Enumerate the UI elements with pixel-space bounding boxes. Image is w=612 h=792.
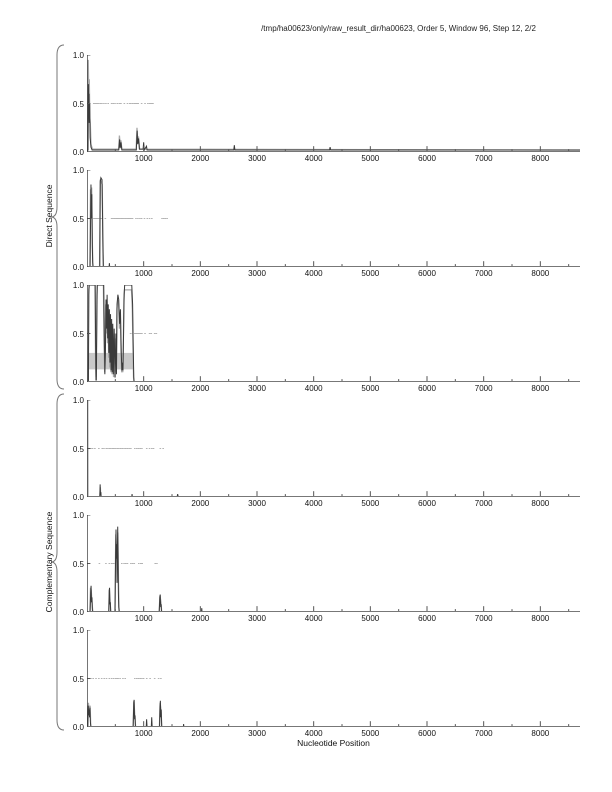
x-tick-label: 5000 bbox=[361, 384, 380, 393]
x-tick-label: 4000 bbox=[304, 499, 323, 508]
plot-canvas-complementary-panel-3 bbox=[87, 630, 580, 727]
y-tick-label: 0.5 bbox=[72, 329, 84, 339]
plot-canvas-direct-panel-2 bbox=[87, 170, 580, 267]
trace-smoothed bbox=[87, 60, 580, 152]
x-tick-label: 6000 bbox=[418, 154, 436, 163]
plot-canvas-complementary-panel-1 bbox=[87, 400, 580, 497]
x-tick-label: 6000 bbox=[418, 269, 436, 278]
x-tick-label: 3000 bbox=[248, 269, 266, 278]
y-tick-label: 0.5 bbox=[72, 674, 84, 684]
trace-smoothed bbox=[88, 285, 580, 382]
x-tick-label: 2000 bbox=[191, 499, 210, 508]
trace-smoothed bbox=[87, 400, 580, 497]
y-tick-label: 0.5 bbox=[72, 99, 84, 109]
panel-direct-panel-2 bbox=[87, 170, 580, 267]
x-tick-label: 7000 bbox=[474, 729, 493, 738]
panel-direct-panel-3 bbox=[87, 285, 580, 382]
x-tick-label: 8000 bbox=[531, 269, 550, 278]
y-tick-label: 0.0 bbox=[72, 263, 84, 272]
panel-direct-panel-1 bbox=[87, 55, 580, 152]
x-tick-label: 6000 bbox=[418, 729, 436, 738]
x-tick-label: 4000 bbox=[304, 384, 323, 393]
x-tick-label: 5000 bbox=[361, 729, 380, 738]
x-tick-label: 1000 bbox=[134, 729, 153, 738]
x-tick-label: 6000 bbox=[418, 499, 436, 508]
y-tick-label: 0.0 bbox=[72, 378, 84, 387]
panel-complementary-panel-2 bbox=[87, 515, 580, 612]
x-tick-label: 8000 bbox=[531, 729, 550, 738]
y-tick-label: 0.5 bbox=[72, 559, 84, 569]
x-tick-label: 7000 bbox=[474, 154, 493, 163]
x-tick-label: 2000 bbox=[191, 614, 210, 623]
x-tick-label: 5000 bbox=[361, 154, 380, 163]
y-tick-label: 1.0 bbox=[72, 511, 84, 520]
x-tick-label: 2000 bbox=[191, 384, 210, 393]
plot-canvas-direct-panel-3 bbox=[87, 285, 580, 382]
trace-smoothed bbox=[90, 180, 580, 267]
x-tick-label: 8000 bbox=[531, 499, 550, 508]
y-tick-label: 0.0 bbox=[72, 493, 84, 502]
x-tick-label: 7000 bbox=[474, 614, 493, 623]
x-tick-label: 5000 bbox=[361, 499, 380, 508]
x-tick-label: 2000 bbox=[191, 729, 210, 738]
x-tick-label: 1000 bbox=[134, 384, 153, 393]
trace-score bbox=[90, 178, 580, 267]
x-tick-label: 7000 bbox=[474, 384, 493, 393]
y-tick-label: 1.0 bbox=[72, 166, 84, 175]
x-tick-label: 1000 bbox=[134, 269, 153, 278]
x-tick-label: 8000 bbox=[531, 384, 550, 393]
x-tick-label: 5000 bbox=[361, 269, 380, 278]
trace-score bbox=[87, 84, 580, 152]
x-tick-label: 6000 bbox=[418, 384, 436, 393]
y-tick-label: 0.5 bbox=[72, 444, 84, 454]
x-tick-label: 3000 bbox=[248, 614, 266, 623]
x-tick-label: 3000 bbox=[248, 154, 266, 163]
y-tick-label: 0.0 bbox=[72, 148, 84, 157]
y-tick-label: 1.0 bbox=[72, 281, 84, 290]
x-tick-label: 1000 bbox=[134, 154, 153, 163]
x-tick-label: 4000 bbox=[304, 154, 323, 163]
y-tick-label: 1.0 bbox=[72, 626, 84, 635]
x-tick-label: 5000 bbox=[361, 614, 380, 623]
panel-complementary-panel-1 bbox=[87, 400, 580, 497]
y-tick-label: 0.0 bbox=[72, 608, 84, 617]
x-tick-label: 8000 bbox=[531, 614, 550, 623]
x-tick-label: 6000 bbox=[418, 614, 436, 623]
x-axis-title: Nucleotide Position bbox=[297, 738, 370, 748]
x-tick-label: 7000 bbox=[474, 269, 493, 278]
x-tick-label: 3000 bbox=[248, 499, 266, 508]
x-tick-label: 4000 bbox=[304, 614, 323, 623]
x-tick-label: 3000 bbox=[248, 384, 266, 393]
x-tick-label: 1000 bbox=[134, 614, 153, 623]
y-tick-label: 1.0 bbox=[72, 396, 84, 405]
x-tick-label: 4000 bbox=[304, 269, 323, 278]
x-tick-label: 2000 bbox=[191, 154, 210, 163]
y-tick-label: 0.5 bbox=[72, 214, 84, 224]
trace-smoothed bbox=[90, 532, 580, 612]
page-title: /tmp/ha00623/only/raw_result_dir/ha00623, Order 5, Window 96, Step 12, 2/2 bbox=[261, 24, 536, 33]
x-tick-label: 1000 bbox=[134, 499, 153, 508]
plot-canvas-direct-panel-1 bbox=[87, 55, 580, 152]
x-tick-label: 4000 bbox=[304, 729, 323, 738]
trace-score bbox=[88, 285, 580, 382]
panel-complementary-panel-3 bbox=[87, 630, 580, 727]
trace-score bbox=[88, 700, 580, 727]
group-label-direct-sequence: Direct Sequence bbox=[44, 184, 54, 248]
x-tick-label: 2000 bbox=[191, 269, 210, 278]
trace-score bbox=[90, 527, 580, 612]
y-tick-label: 1.0 bbox=[72, 51, 84, 60]
x-tick-label: 7000 bbox=[474, 499, 493, 508]
y-tick-label: 0.0 bbox=[72, 723, 84, 732]
x-tick-label: 8000 bbox=[531, 154, 550, 163]
x-tick-label: 3000 bbox=[248, 729, 266, 738]
plot-canvas-complementary-panel-2 bbox=[87, 515, 580, 612]
group-label-complementary-sequence: Complementary Sequence bbox=[44, 511, 54, 613]
